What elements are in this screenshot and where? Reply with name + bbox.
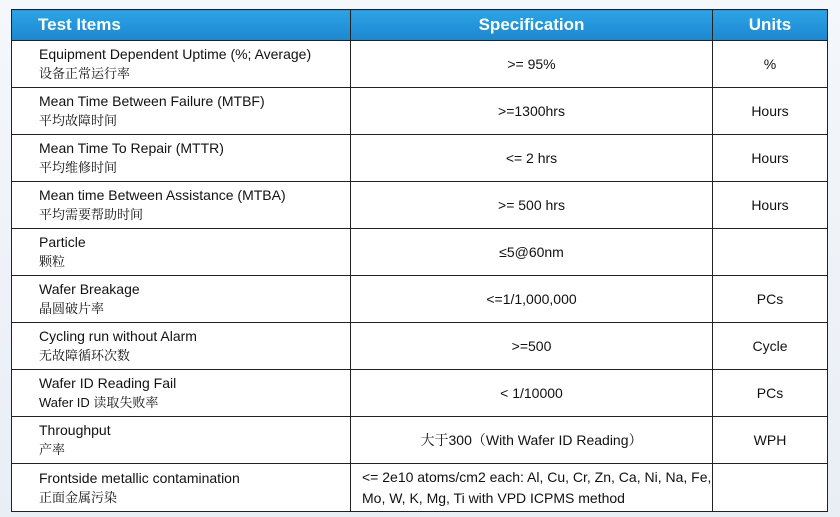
test-item-cell [12,135,351,182]
test-item-cell [12,276,351,323]
table-row [12,229,828,276]
test-item-cell [12,229,351,276]
unit-value: PCs [713,370,828,417]
test-item-zh: 无故障循环次数 [39,348,131,363]
test-item-zh: 平均维修时间 [39,160,118,175]
test-item-en: Mean Time To Repair (MTTR) [39,140,224,156]
table-row [12,370,828,417]
table-row [12,464,828,512]
test-item-cell [12,417,351,464]
test-item-zh: Wafer ID 读取失败率 [39,395,159,410]
test-item-en: Wafer ID Reading Fail [39,375,177,391]
test-item-zh: 颗粒 [39,254,66,269]
spec-value: <= 2 hrs [351,135,713,182]
test-item-en: Mean Time Between Failure (MTBF) [39,93,265,109]
test-item-en: Cycling run without Alarm [39,328,197,344]
spec-value: >=500 [351,323,713,370]
test-item-en: Particle [39,234,86,250]
spec-value: >= 500 hrs [351,182,713,229]
table-row [12,88,828,135]
spec-value: 大于300（With Wafer ID Reading） [351,417,713,464]
table-header-row [12,10,828,41]
unit-value: PCs [713,276,828,323]
unit-value [713,464,828,512]
test-item-zh: 平均需要帮助时间 [39,207,144,222]
test-item-zh: 晶圆破片率 [39,301,105,316]
spec-table [11,9,828,512]
header-units: Units [713,10,828,41]
test-item-en: Frontside metallic contamination [39,469,240,486]
spec-value: >= 95% [351,41,713,88]
unit-value: % [713,41,828,88]
spec-value: <=1/1,000,000 [351,276,713,323]
test-item-zh: 产率 [39,442,66,457]
unit-value [713,229,828,276]
spec-value: < 1/10000 [351,370,713,417]
test-item-en: Throughput [39,422,111,438]
table-row [12,135,828,182]
test-item-zh: 正面金属污染 [39,489,118,505]
test-item-en: Mean time Between Assistance (MTBA) [39,187,286,203]
test-item-cell [12,88,351,135]
unit-value: Hours [713,135,828,182]
table-row [12,417,828,464]
test-item-cell [12,370,351,417]
unit-value: Hours [713,182,828,229]
unit-value: Cycle [713,323,828,370]
spec-value: ≤5@60nm [351,229,713,276]
table-row [12,41,828,88]
spec-value: <= 2e10 atoms/cm2 each: Al, Cu, Cr, Zn, Ca, Ni, Na, Fe, Mo, W, K, Mg, Ti with VPD ICPMS method [351,464,713,512]
unit-value: Hours [713,88,828,135]
test-item-cell [12,41,351,88]
test-item-zh: 平均故障时间 [39,113,118,128]
header-specification: Specification [351,10,713,41]
test-item-zh: 设备正常运行率 [39,66,131,81]
table-row [12,276,828,323]
test-item-en: Equipment Dependent Uptime (%; Average) [39,46,312,62]
table-row [12,323,828,370]
table-row [12,182,828,229]
test-item-en: Wafer Breakage [39,281,140,297]
header-test-items: Test Items [12,10,351,41]
test-item-cell [12,323,351,370]
test-item-cell [12,464,351,512]
spec-value: >=1300hrs [351,88,713,135]
test-item-cell [12,182,351,229]
unit-value: WPH [713,417,828,464]
